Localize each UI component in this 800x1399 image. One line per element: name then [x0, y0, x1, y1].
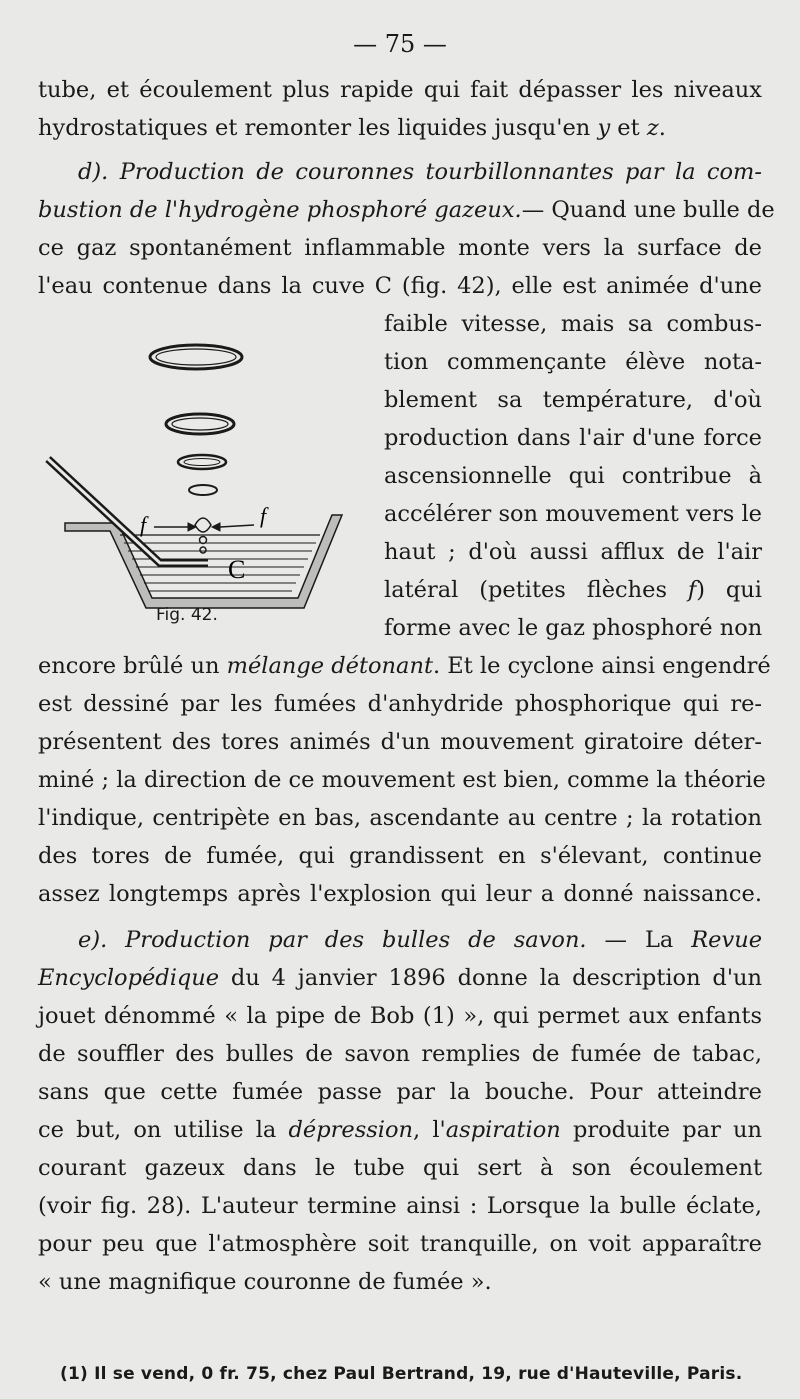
text-line: tube, et écoulement plus rapide qui fait dépasser les niveaux: [38, 77, 762, 103]
flame-bubble: [195, 518, 211, 532]
text-line: tion commençante élève nota-: [384, 349, 762, 375]
text-line: pour peu que l'atmosphère soit tranquille, on voit apparaître: [38, 1231, 762, 1257]
text-line: (voir fig. 28). L'auteur termine ainsi : Lorsque la bulle éclate,: [38, 1193, 762, 1219]
text-line: « une magnifique couronne de fumée ».: [38, 1269, 492, 1295]
text-line: latéral (petites flèches f) qui: [384, 577, 762, 603]
label-f-right: f: [260, 503, 267, 528]
text-line: haut ; d'où aussi afflux de l'air: [384, 539, 762, 565]
text-line: jouet dénommé « la pipe de Bob (1) », qui permet aux enfants: [38, 1003, 762, 1029]
arrows: [154, 523, 254, 531]
smoke-ring: [189, 485, 217, 495]
text-line: ce but, on utilise la dépression, l'aspiration produite par un: [38, 1117, 762, 1143]
smoke-ring: [178, 455, 226, 469]
text-line: de souffler des bulles de savon remplies de fumée de tabac,: [38, 1041, 762, 1067]
text-line: forme avec le gaz phosphoré non: [384, 615, 763, 641]
text-line: l'eau contenue dans la cuve C (fig. 42), elle est animée d'une: [38, 273, 762, 299]
text-line: miné ; la direction de ce mouvement est bien, comme la théorie: [38, 767, 766, 793]
text-line: production dans l'air d'une force: [384, 425, 762, 451]
text-line: des tores de fumée, qui grandissent en s'élevant, continue: [38, 843, 762, 869]
text-line: encore brûlé un mélange détonant. Et le cyclone ainsi engendré: [38, 653, 771, 679]
footnote: (1) Il se vend, 0 fr. 75, chez Paul Bertrand, 19, rue d'Hauteville, Paris.: [60, 1364, 743, 1384]
section-heading-e: e). Production par des bulles de savon. — La Revue: [78, 927, 763, 953]
text-line: sans que cette fumée passe par la bouche. Pour atteindre: [38, 1079, 762, 1105]
text-line: blement sa température, d'où: [384, 387, 762, 413]
page-number: — 75 —: [353, 30, 447, 58]
text-line: accélérer son mouvement vers le: [384, 501, 762, 527]
text-line: présentent des tores animés d'un mouvement giratoire déter-: [38, 729, 762, 755]
text-line: ascensionnelle qui contribue à: [384, 463, 762, 489]
text-line: Encyclopédique du 4 janvier 1896 donne la description d'un: [38, 965, 762, 991]
label-c: C: [228, 555, 246, 584]
figure-caption: Fig. 42.: [156, 605, 218, 625]
smoke-ring: [166, 414, 234, 434]
text-line: faible vitesse, mais sa combus-: [384, 311, 762, 337]
section-heading-d: d). Production de couronnes tourbillonnantes par la com-: [78, 159, 762, 185]
text-line: l'indique, centripète en bas, ascendante au centre ; la rotation: [38, 805, 762, 831]
text-line: ce gaz spontanément inflammable monte vers la surface de: [38, 235, 762, 261]
text-line: courant gazeux dans le tube qui sert à son écoulement: [38, 1155, 762, 1181]
label-f-left: f: [140, 512, 147, 537]
text-line: hydrostatiques et remonter les liquides jusqu'en y et z.: [38, 115, 666, 141]
text-line: est dessiné par les fumées d'anhydride phosphorique qui re-: [38, 691, 762, 717]
text-line: bustion de l'hydrogène phosphoré gazeux.— Quand une bulle de: [38, 197, 775, 223]
figure-42-illustration: [40, 335, 350, 635]
text-line: assez longtemps après l'explosion qui leur a donné naissance.: [38, 881, 762, 907]
